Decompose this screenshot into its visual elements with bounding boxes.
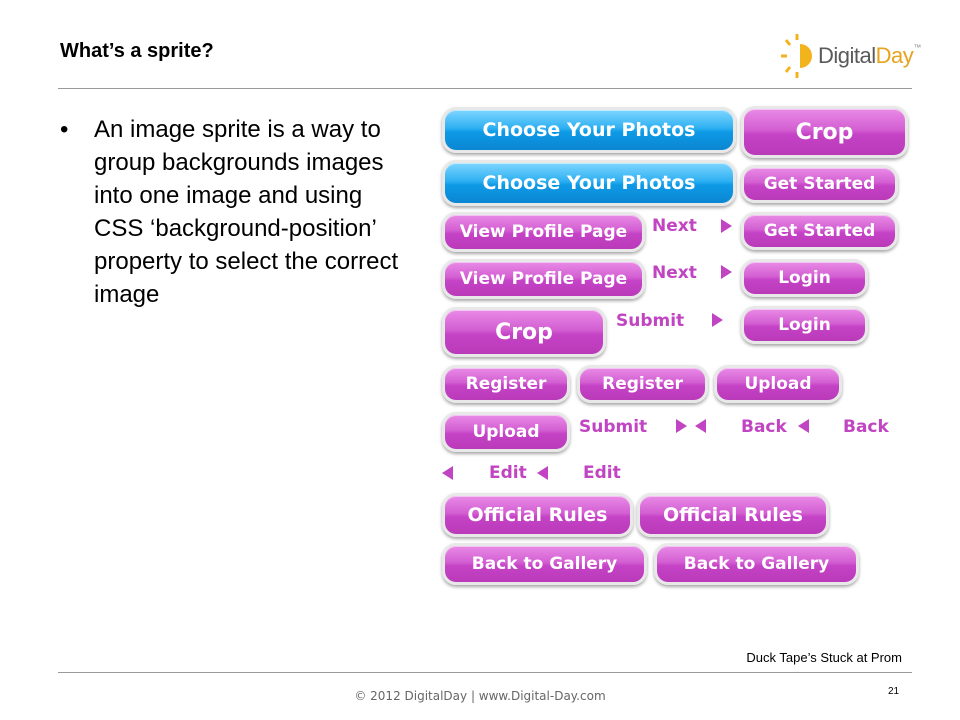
next-arrow-icon-1 xyxy=(721,219,732,233)
submit-arrow-icon-2 xyxy=(676,419,687,433)
logo-day-text: Day xyxy=(875,43,914,68)
next-arrow-icon-2 xyxy=(721,265,732,279)
crop-button-1: Crop xyxy=(741,106,908,158)
back-arrow-icon-1 xyxy=(695,419,706,433)
back-link-2: Back xyxy=(843,417,889,437)
choose-photos-button-2: Choose Your Photos xyxy=(442,160,736,206)
bullet-dot: • xyxy=(60,116,69,143)
edit-link-2: Edit xyxy=(583,463,621,483)
login-button-2: Login xyxy=(741,306,868,344)
back-link-1: Back xyxy=(741,417,787,437)
back-arrow-icon-2 xyxy=(798,419,809,433)
register-button-1: Register xyxy=(442,365,570,403)
get-started-button-2: Get Started xyxy=(741,212,898,250)
official-rules-button-1: Official Rules xyxy=(442,493,633,537)
submit-link-2: Submit xyxy=(579,417,648,437)
edit-arrow-icon-2 xyxy=(537,466,548,480)
view-profile-button-2: View Profile Page xyxy=(442,259,645,299)
sun-icon xyxy=(780,32,820,80)
get-started-button-1: Get Started xyxy=(741,165,898,203)
title-rule xyxy=(58,88,912,89)
page-number: 21 xyxy=(888,686,900,697)
image-caption: Duck Tape’s Stuck at Prom xyxy=(746,650,902,665)
logo-trademark: ™ xyxy=(913,43,921,52)
bullet-text: An image sprite is a way to group backgrounds images into one image and using CSS ‘background-position’ property to select the correct image xyxy=(94,116,399,308)
footer-copyright: © 2012 DigitalDay | www.Digital-Day.com xyxy=(354,689,606,703)
back-to-gallery-button-1: Back to Gallery xyxy=(442,543,647,585)
upload-button-2: Upload xyxy=(442,412,570,452)
footer-rule xyxy=(58,672,912,673)
submit-arrow-icon xyxy=(712,313,723,327)
next-link-2: Next xyxy=(652,263,697,283)
digitalday-logo xyxy=(780,32,921,80)
choose-photos-button-1: Choose Your Photos xyxy=(442,107,736,153)
submit-link-1: Submit xyxy=(616,311,685,331)
back-to-gallery-button-2: Back to Gallery xyxy=(654,543,859,585)
upload-button-1: Upload xyxy=(714,365,842,403)
view-profile-button-1: View Profile Page xyxy=(442,212,645,252)
next-link-1: Next xyxy=(652,216,697,236)
slide-title: What’s a sprite? xyxy=(60,40,214,62)
edit-arrow-icon-1 xyxy=(442,466,453,480)
official-rules-button-2: Official Rules xyxy=(637,493,829,537)
logo-digital-text: Digital xyxy=(818,43,876,68)
register-button-2: Register xyxy=(577,365,708,403)
crop-button-2: Crop xyxy=(442,307,606,357)
login-button-1: Login xyxy=(741,259,868,297)
sprite-image xyxy=(436,100,906,590)
edit-link-1: Edit xyxy=(489,463,527,483)
